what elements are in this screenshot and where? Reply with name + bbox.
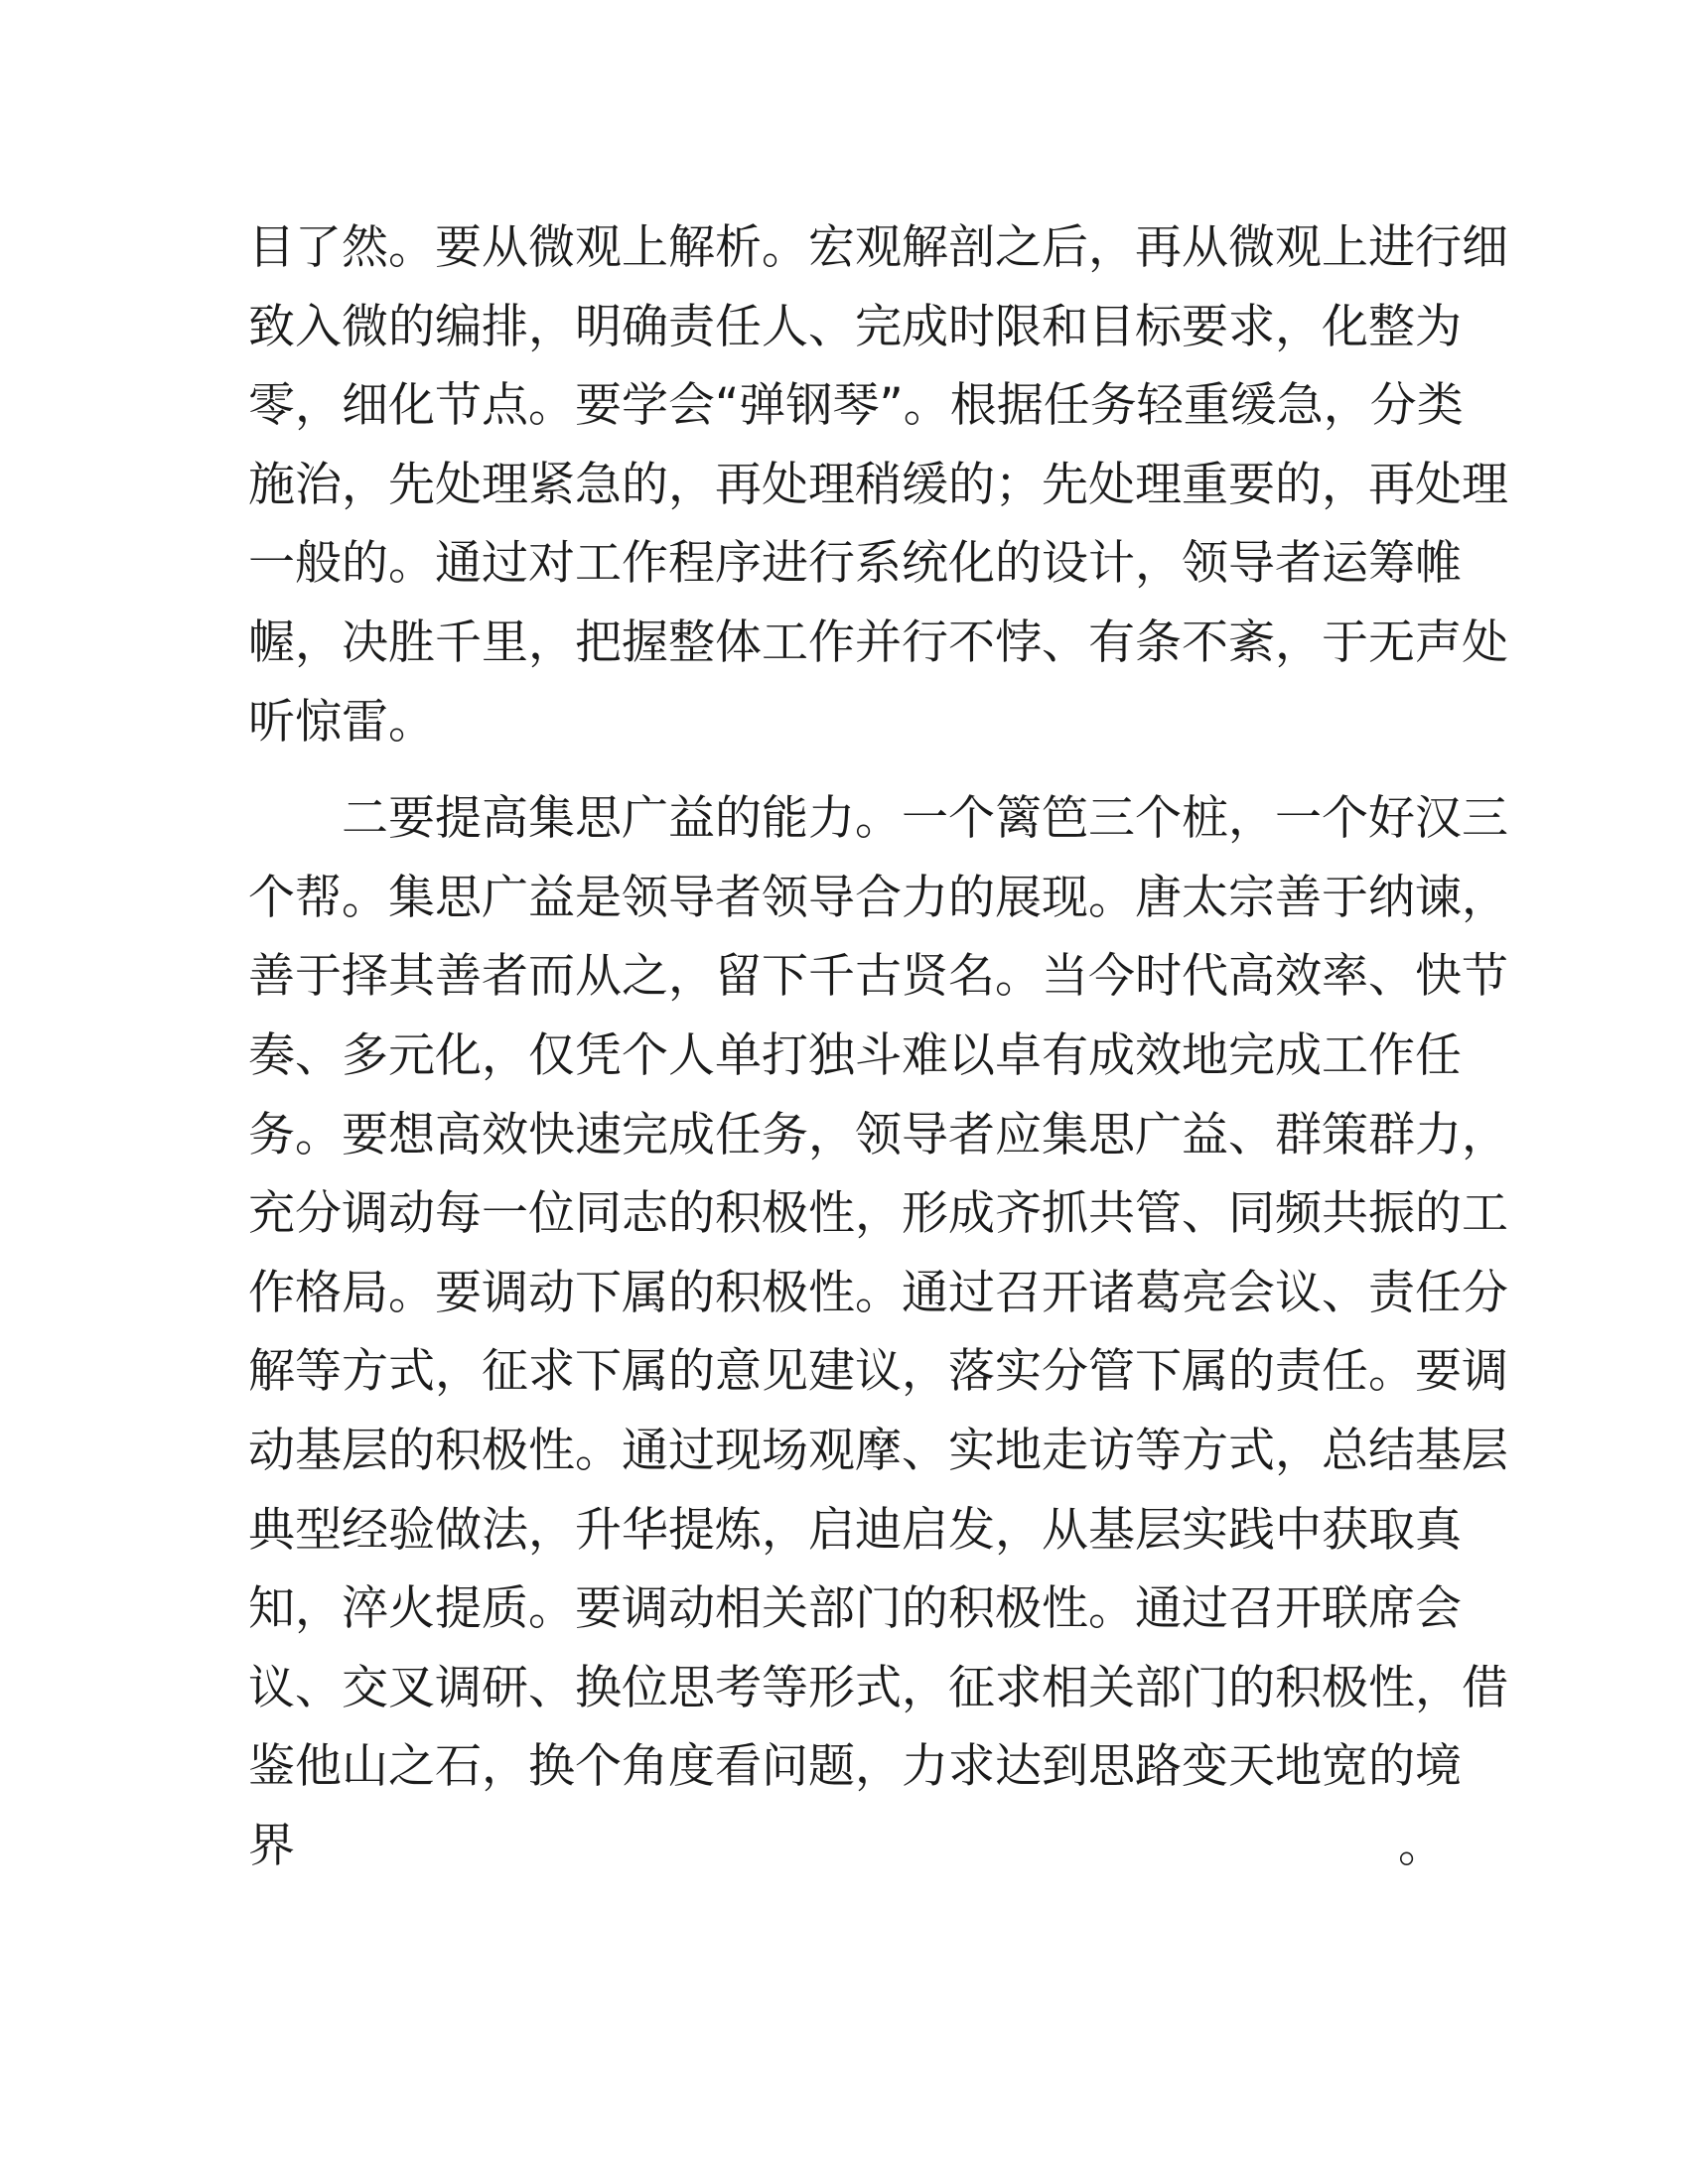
paragraph-1 xyxy=(248,208,1508,761)
document-page xyxy=(248,208,1508,1965)
paragraph-spacer xyxy=(248,761,1445,779)
text-line xyxy=(248,1885,1445,1965)
text-line: 致入微的编排，明确责任人、完成时限和目标要求，化整为 xyxy=(248,299,1462,354)
text-line: 奏、多元化，仅凭个人单打独斗难以卓有成效地完成工作任 xyxy=(248,1027,1462,1083)
text-line: 鉴他山之石，换个角度看问题，力求达到思路变天地宽的境 xyxy=(248,1739,1462,1795)
text-line: 善于择其善者而从之，留下千古贤名。当今时代高效率、快节 xyxy=(248,949,1508,1005)
text-line: 解等方式，征求下属的意见建议，落实分管下属的责任。要调 xyxy=(248,1344,1508,1400)
text-line: 施治，先处理紧急的，再处理稍缓的；先处理重要的，再处理 xyxy=(248,457,1508,512)
text-line: 听惊雷。 xyxy=(248,694,435,750)
text-line: 议、交叉调研、换位思考等形式，征求相关部门的积极性，借 xyxy=(248,1660,1508,1715)
paragraph-2 xyxy=(248,779,1508,1965)
text-line: 零，细化节点。要学会“弹钢琴”。根据任务轻重缓急，分类 xyxy=(248,378,1464,434)
text-line: 作格局。要调动下属的积极性。通过召开诸葛亮会议、责任分 xyxy=(248,1265,1508,1320)
text-line: 界。 xyxy=(248,1818,1445,1873)
text-line: 目了然。要从微观上解析。宏观解剖之后，再从微观上进行细 xyxy=(248,220,1508,275)
text-line: 动基层的积极性。通过现场观摩、实地走访等方式，总结基层 xyxy=(248,1423,1508,1478)
text-line: 知，淬火提质。要调动相关部门的积极性。通过召开联席会 xyxy=(248,1581,1462,1637)
text-line: 二要提高集思广益的能力。一个篱笆三个桩，一个好汉三 xyxy=(342,791,1508,847)
text-line: 一般的。通过对工作程序进行系统化的设计，领导者运筹帷 xyxy=(248,536,1462,592)
text-line: 幄，决胜千里，把握整体工作并行不悖、有条不紊，于无声处 xyxy=(248,614,1508,670)
text-line: 典型经验做法，升华提炼，启迪启发，从基层实践中获取真 xyxy=(248,1502,1462,1558)
text-line: 务。要想高效快速完成任务，领导者应集思广益、群策群力， xyxy=(248,1107,1508,1162)
text-line: 个帮。集思广益是领导者领导合力的展现。唐太宗善于纳谏， xyxy=(248,870,1508,925)
text-line: 充分调动每一位同志的积极性，形成齐抓共管、同频共振的工 xyxy=(248,1186,1508,1242)
